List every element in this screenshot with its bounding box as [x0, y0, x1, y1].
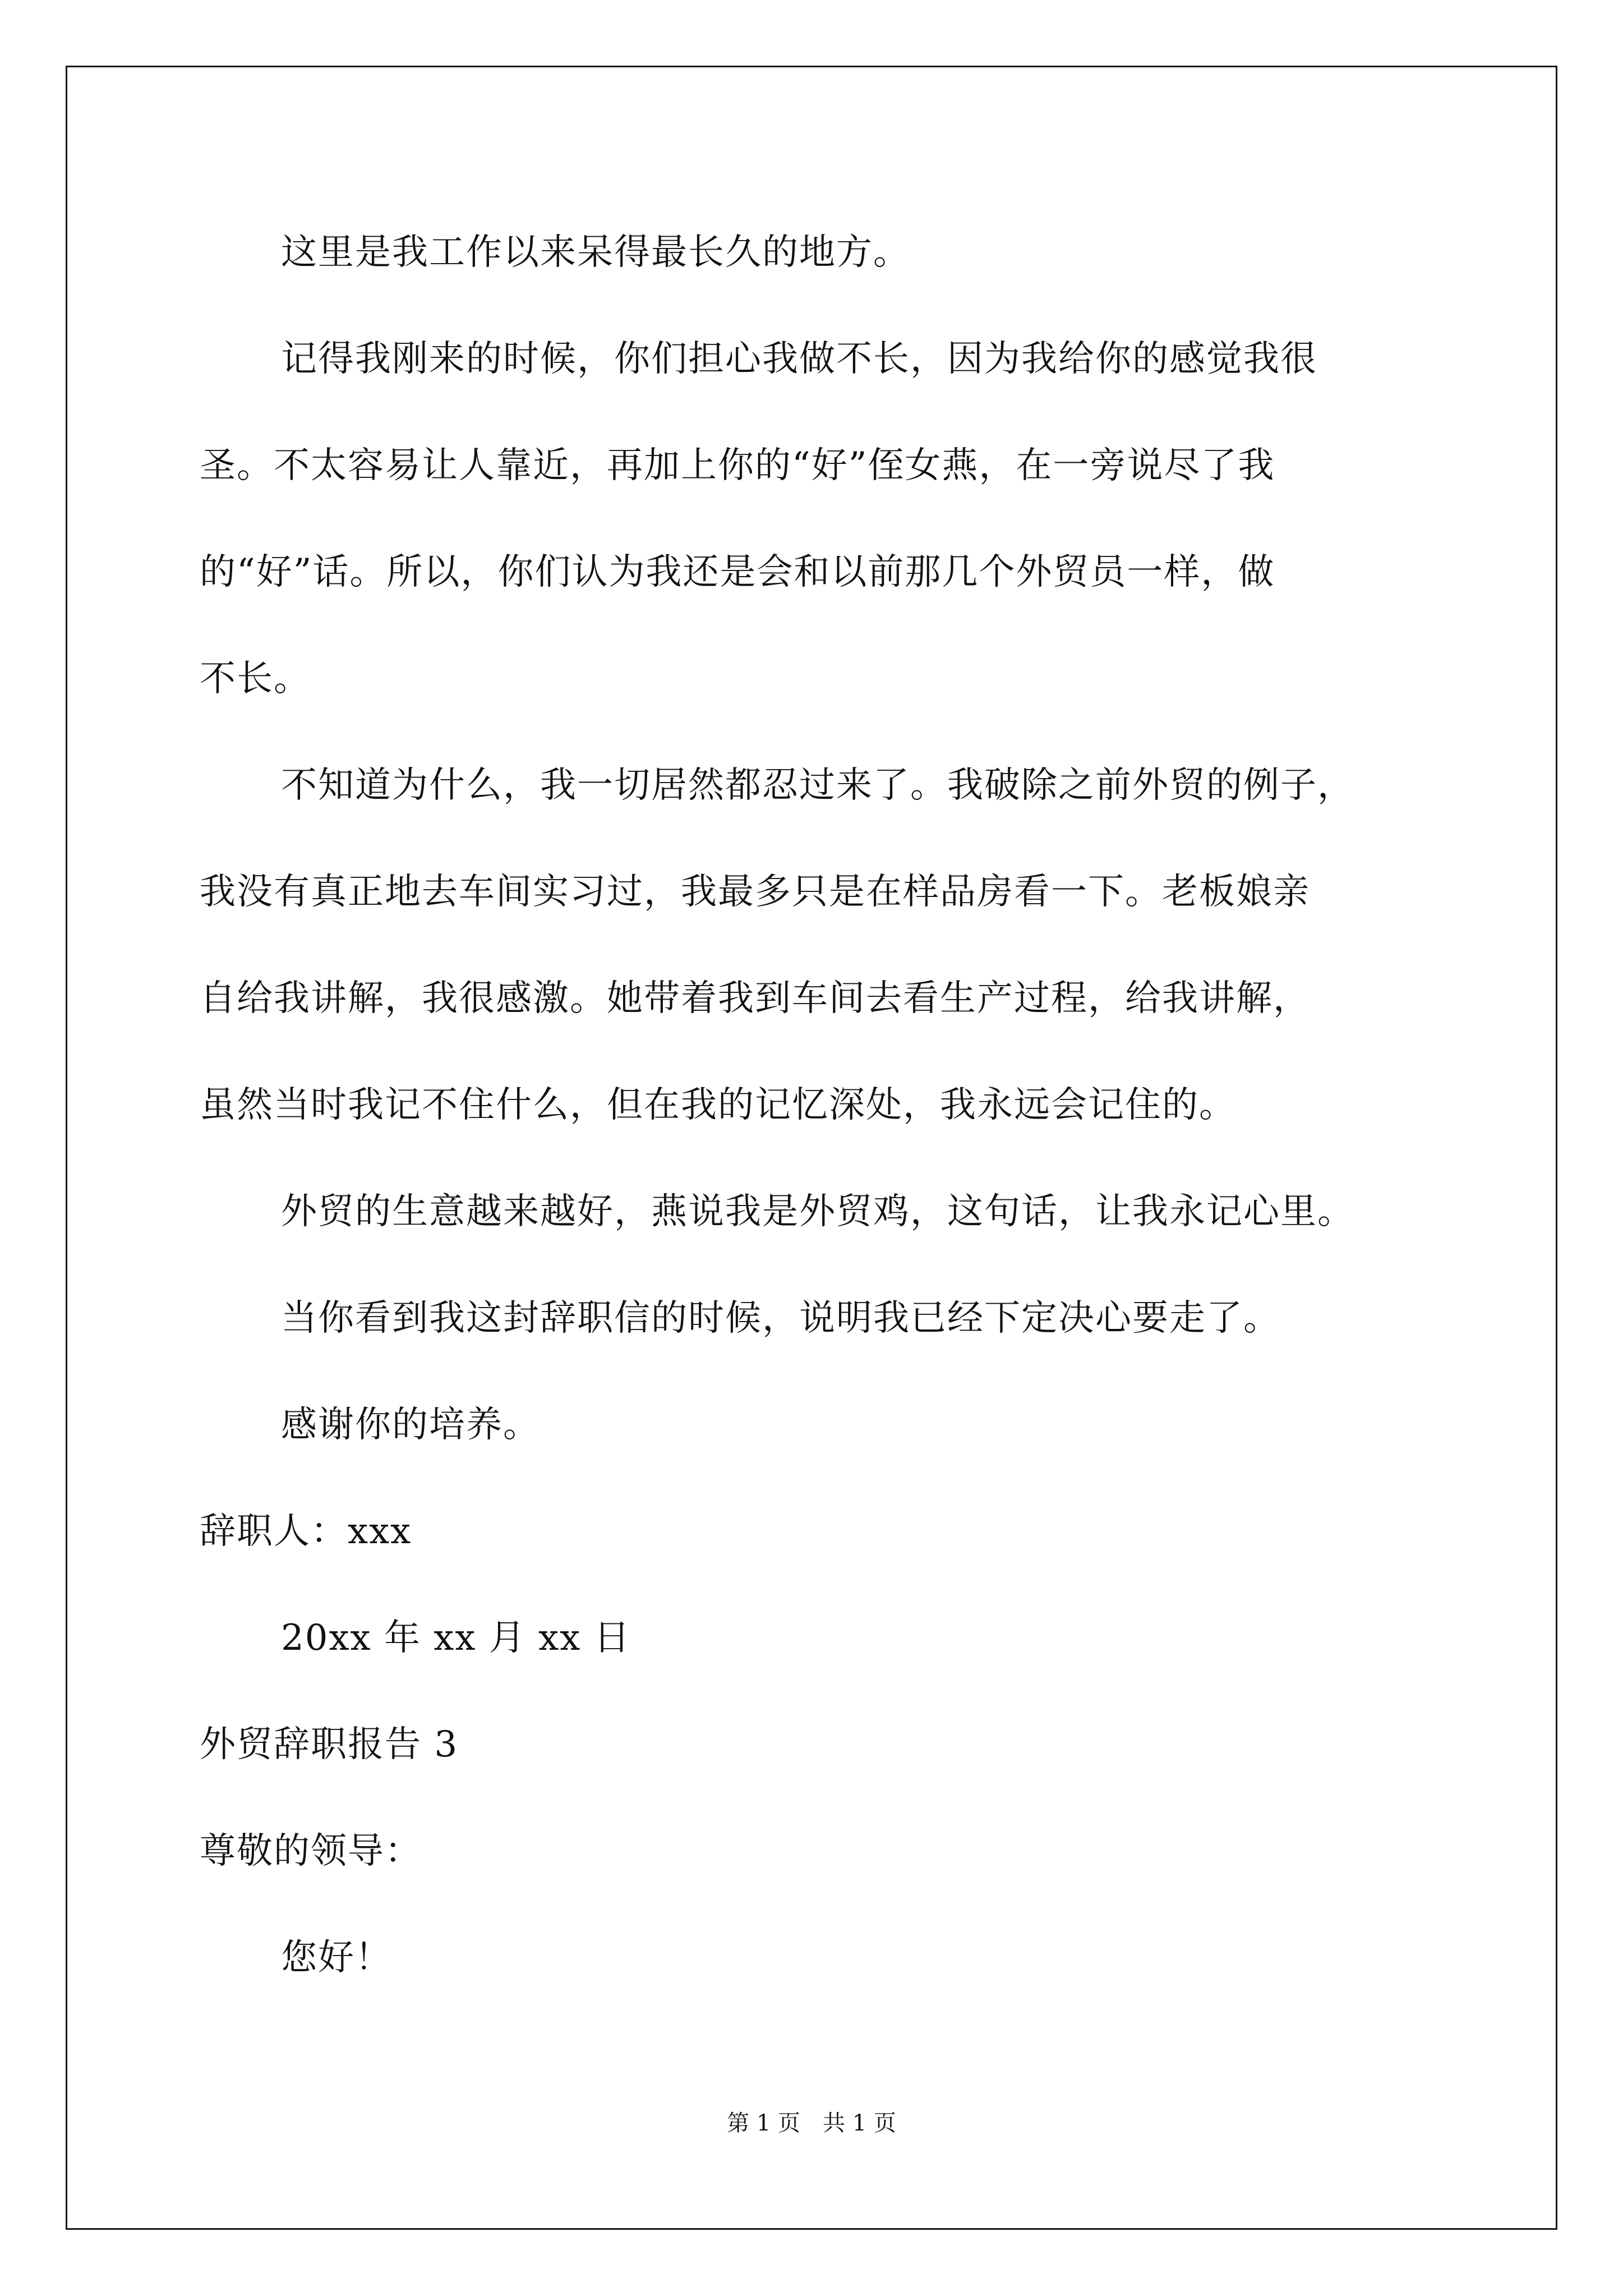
- salutation: 尊敬的领导：: [200, 1830, 422, 1872]
- page-footer: [0, 2109, 1623, 2137]
- paragraph-line: 这里是我工作以来呆得最长久的地方。: [281, 232, 910, 273]
- paragraph-line: 自给我讲解，我很感激。她带着我到车间去看生产过程，给我讲解，: [200, 978, 1310, 1019]
- date-line: 20xx 年 xx 月 xx 日: [281, 1617, 631, 1659]
- paragraph-line: 当你看到我这封辞职信的时候，说明我已经下定决心要走了。: [281, 1297, 1280, 1339]
- section-title: 外贸辞职报告 3: [200, 1724, 459, 1765]
- page-total: 共 1 页: [823, 2110, 896, 2136]
- page-number: 第 1 页: [727, 2110, 800, 2136]
- paragraph-line: 我没有真正地去车间实习过，我最多只是在样品房看一下。老板娘亲: [200, 871, 1310, 913]
- signature-line: 辞职人：xxx: [200, 1511, 412, 1552]
- paragraph-line: 感谢你的培养。: [281, 1404, 540, 1446]
- paragraph-line: 圣。不太容易让人靠近，再加上你的“好”侄女燕，在一旁说尽了我: [200, 445, 1275, 486]
- page-border: [66, 66, 1557, 2230]
- paragraph-line: 记得我刚来的时候，你们担心我做不长，因为我给你的感觉我很: [281, 338, 1317, 380]
- paragraph-line: 不知道为什么，我一切居然都忍过来了。我破除之前外贸的例子，: [281, 765, 1354, 806]
- greeting: 您好！: [281, 1937, 392, 1978]
- paragraph-line: 外贸的生意越来越好，燕说我是外贸鸡，这句话，让我永记心里。: [281, 1191, 1354, 1232]
- paragraph-line: 不长。: [200, 658, 311, 700]
- paragraph-line: 虽然当时我记不住什么，但在我的记忆深处，我永远会记住的。: [200, 1084, 1236, 1126]
- paragraph-line: 的“好”话。所以，你们认为我还是会和以前那几个外贸员一样，做: [200, 551, 1275, 593]
